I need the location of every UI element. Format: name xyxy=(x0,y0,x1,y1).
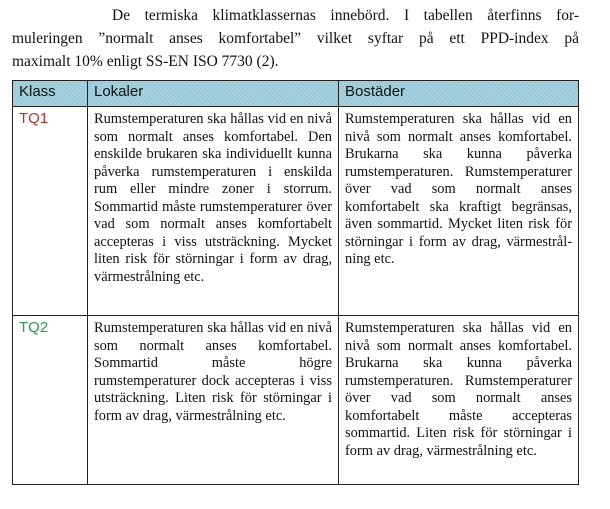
intro-paragraph xyxy=(12,4,579,73)
bostader-cell: Rumstemperaturen ska hållas vid en nivå som normalt anses komfortabel. Brukarna ska kunna påverka rumstemperaturen. Rumstemperaturer över vad som normalt anses komfortabelt ska kraftigt begränsas, även sommartid. Mycket liten risk för störningar i form av drag, värmestrålning etc. xyxy=(339,107,579,316)
table-row xyxy=(13,107,579,316)
header-lokaler: Lokaler xyxy=(88,81,339,107)
table-header-row xyxy=(13,81,579,107)
table-row xyxy=(13,316,579,485)
bostader-cell: Rumstemperaturen ska hållas vid en nivå som normalt anses komfortabel. Brukarna ska kunna påverka rumstemperaturen. Rumstemperaturer över vad som normalt anses komfortabelt måste accepteras sommartid. Liten risk för störningar i form av drag, värmestrålning etc. xyxy=(339,316,579,485)
class-label-tq2: TQ2 xyxy=(13,316,88,485)
intro-line-1: De termiska klimatklassernas innebörd. I tabellen återfinns for- xyxy=(112,7,579,24)
lokaler-cell: Rumstemperaturen ska hållas vid en nivå som normalt anses komfortabel. Sommartid måste högre rumstemperaturer dock accepteras i viss utsträckning. Liten risk för störningar i form av drag, värmestrålning etc. xyxy=(88,316,339,485)
intro-line-3: maximalt 10% enligt SS-EN ISO 7730 (2). xyxy=(12,53,279,70)
lokaler-cell: Rumstemperaturen ska hållas vid en nivå som normalt anses komfortabel. Den enskilde brukaren ska individuellt kunna påverka rumstemperaturen i enskilda rum eller mindre zoner i storrum. Sommartid måste rumstemperaturer över vad som normalt anses komfortabelt accepteras i viss utsträckning. Mycket liten risk för störningar i form av drag, värmestrålning etc. xyxy=(88,107,339,316)
intro-line-2: muleringen ”normalt anses komfortabel” vilket syftar på ett PPD-index på xyxy=(12,30,579,47)
header-bostader: Bostäder xyxy=(339,81,579,107)
class-label-tq1: TQ1 xyxy=(13,107,88,316)
header-klass: Klass xyxy=(13,81,88,107)
climate-class-table xyxy=(12,80,579,485)
